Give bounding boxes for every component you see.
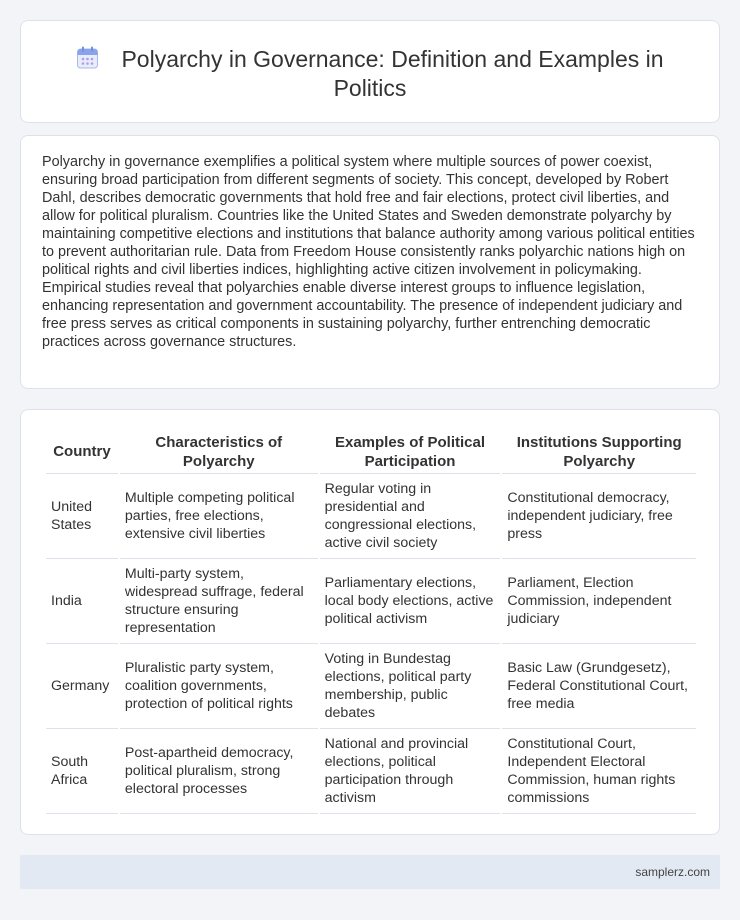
polyarchy-table (44, 430, 698, 814)
intro-paragraph: Polyarchy in governance exemplifies a political system where multiple sources of power coexist, ensuring broad participation from different segments of society. This concept, developed by Robert Dahl, describes democratic governments that hold free and fair elections, protect civil liberties, and allow for political pluralism. Countries like the United States and Sweden demonstrate polyarchy by maintaining competitive elections and institutions that balance authority among various political entities to prevent authoritarian rule. Data from Freedom House consistently ranks polyarchic nations high on political rights and civil liberties indices, highlighting active citizen involvement in policymaking. Empirical studies reveal that polyarchies enable diverse interest groups to influence legislation, enhancing representation and government accountability. The presence of independent judiciary and free press serves as critical components in sustaining polyarchy, further entrenching democratic practices across governance structures. (42, 154, 695, 350)
cell-characteristics: Post-apartheid democracy, political pluralism, strong electoral processes (120, 729, 318, 814)
table-header-row (46, 430, 696, 474)
footer-site-name[interactable]: samplerz.com (635, 865, 710, 879)
cell-country: Germany (46, 644, 118, 729)
title-card (20, 20, 720, 123)
cell-characteristics: Pluralistic party system, coalition governments, protection of political rights (120, 644, 318, 729)
header-country: Country (46, 430, 118, 474)
table-card (20, 409, 720, 835)
cell-institutions: Constitutional Court, Independent Electoral Commission, human rights commissions (502, 729, 696, 814)
cell-characteristics: Multi-party system, widespread suffrage, federal structure ensuring representation (120, 559, 318, 644)
cell-participation: National and provincial elections, political participation through activism (320, 729, 501, 814)
cell-country: South Africa (46, 729, 118, 814)
cell-country: India (46, 559, 118, 644)
page-title-wrap (61, 45, 679, 103)
table-row (46, 474, 696, 559)
cell-institutions: Basic Law (Grundgesetz), Federal Constitutional Court, free media (502, 644, 696, 729)
cell-participation: Parliamentary elections, local body elections, active political activism (320, 559, 501, 644)
header-participation: Examples of Political Participation (320, 430, 501, 474)
cell-characteristics: Multiple competing political parties, free elections, extensive civil liberties (120, 474, 318, 559)
cell-country: United States (46, 474, 118, 559)
page-title: Polyarchy in Governance: Definition and Examples in Politics (121, 46, 664, 101)
cell-institutions: Parliament, Election Commission, independent judiciary (502, 559, 696, 644)
header-institutions: Institutions Supporting Polyarchy (502, 430, 696, 474)
cell-institutions: Constitutional democracy, independent judiciary, free press (502, 474, 696, 559)
table-row (46, 729, 696, 814)
header-characteristics: Characteristics of Polyarchy (120, 430, 318, 474)
cell-participation: Voting in Bundestag elections, political party membership, public debates (320, 644, 501, 729)
footer-bar (20, 855, 720, 889)
table-row (46, 559, 696, 644)
cell-participation: Regular voting in presidential and congressional elections, active civil society (320, 474, 501, 559)
calendar-icon (76, 46, 99, 70)
intro-card (20, 135, 720, 389)
table-row (46, 644, 696, 729)
